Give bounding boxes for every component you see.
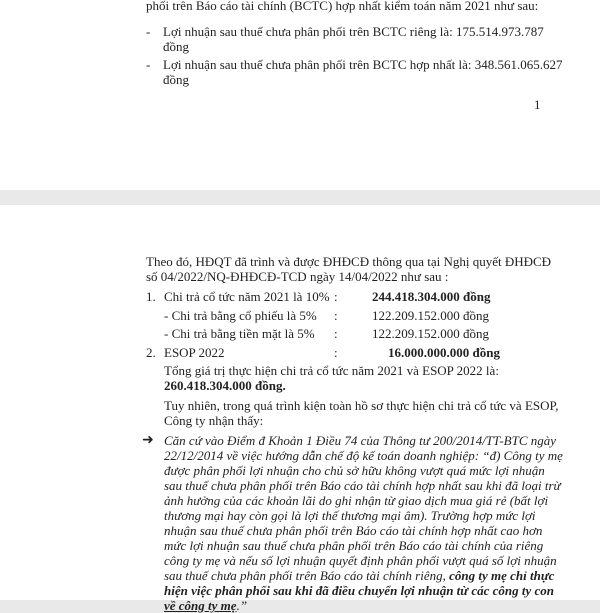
bullet-line: đồng: [163, 39, 189, 54]
page1-top-line: phối trên Báo cáo tài chính (BCTC) hợp nhất kiểm toán năm 2021 như sau:: [146, 0, 539, 13]
item-number: 2.: [146, 345, 156, 360]
item-colon: :: [334, 345, 338, 360]
quote-emphasis-line: hiện việc phân phối sau khi đã điều chuyển lợi nhuận từ các công ty con: [164, 583, 554, 598]
sub-item-colon: :: [334, 326, 338, 341]
item-value: 244.418.304.000 đồng: [372, 289, 491, 304]
item-colon: :: [334, 289, 338, 304]
quote-text: sau thuế chưa phân phối trên Báo cáo tài chính riêng,: [164, 568, 446, 583]
sub-item-value: 122.209.152.000 đồng: [372, 308, 489, 323]
quote-line: sau thuế chưa phân phối trên Báo cáo tài chính hợp nhất sau khi đã loại trừ: [164, 478, 561, 493]
document-page-1: [0, 0, 600, 190]
bullet-consolidated-profit: [163, 57, 583, 87]
bullet-dash: -: [146, 57, 151, 72]
bullet-line: đồng: [163, 72, 189, 87]
sub-item-label: - Chi trả bằng tiền mặt là 5%: [164, 326, 315, 341]
quote-line: Căn cứ vào Điểm đ Khoản 1 Điều 74 của Thông tư 200/2014/TT-BTC ngày: [164, 433, 557, 448]
quote-line: mức lợi nhuận sau thuế chưa phân phối trên Báo cáo tài chính của riêng: [164, 538, 544, 553]
total-amount: 260.418.304.000 đồng.: [164, 378, 286, 393]
quote-line: công ty mẹ và nếu số lợi nhuận quyết định phân phối vượt quá số lợi nhuận: [164, 553, 557, 568]
quote-line: nhuận sau thuế chưa phân phối trên Báo cáo tài chính hợp nhất cao hơn: [164, 523, 543, 538]
bullet-line: Lợi nhuận sau thuế chưa phân phối trên BCTC riêng là: 175.514.973.787: [163, 24, 544, 39]
sub-item-colon: :: [334, 308, 338, 323]
however-line: Tuy nhiên, trong quá trình kiện toàn hồ sơ thực hiện chi trả cổ tức và ESOP,: [164, 398, 559, 413]
bullet-separate-profit: [163, 24, 583, 54]
bullet-line: Lợi nhuận sau thuế chưa phân phối trên BCTC hợp nhất là: 348.561.065.627: [163, 57, 563, 72]
quote-line: 22/12/2014 về việc hướng dẫn chế độ kế toán doanh nghiệp: “đ) Công ty mẹ: [164, 448, 563, 463]
item-label: Chi trả cổ tức năm 2021 là 10%: [164, 289, 330, 304]
however-line: Công ty nhận thấy:: [164, 413, 264, 428]
quote-end: .”: [236, 598, 248, 613]
item-number: 1.: [146, 289, 156, 304]
page-number: 1: [534, 97, 541, 112]
item-label: ESOP 2022: [164, 345, 225, 360]
total-line: Tổng giá trị thực hiện chi trả cổ tức năm 2021 và ESOP 2022 là:: [164, 363, 499, 378]
quote-emphasis: về công ty mẹ: [164, 598, 237, 613]
quote-line: [164, 598, 247, 613]
bullet-dash: -: [146, 24, 151, 39]
sub-item-value: 122.209.152.000 đồng: [372, 326, 489, 341]
quote-line: thương mại hay còn gọi là lợi thế thương mại âm). Trường hợp mức lợi: [164, 508, 536, 523]
intro-line: Theo đó, HĐQT đã trình và được ĐHĐCĐ thông qua tại Nghị quyết ĐHĐCĐ: [146, 254, 552, 269]
sub-item-label: - Chi trả bằng cổ phiếu là 5%: [164, 308, 317, 323]
quote-line: [164, 568, 554, 583]
arrow-bullet-icon: ➜: [142, 433, 154, 448]
quote-line: được phân phối lợi nhuận cho chủ sở hữu không vượt quá mức lợi nhuận: [164, 463, 545, 478]
item-value: 16.000.000.000 đồng: [388, 345, 500, 360]
intro-line: số 04/2022/NQ-ĐHĐCĐ-TCD ngày 14/04/2022 như sau :: [146, 269, 449, 284]
quote-line: ảnh hưởng của các khoản lãi do ghi nhận từ giao dịch mua giá rẻ (bất lợi: [164, 493, 549, 508]
quote-emphasis: công ty mẹ chỉ thực: [445, 568, 555, 583]
